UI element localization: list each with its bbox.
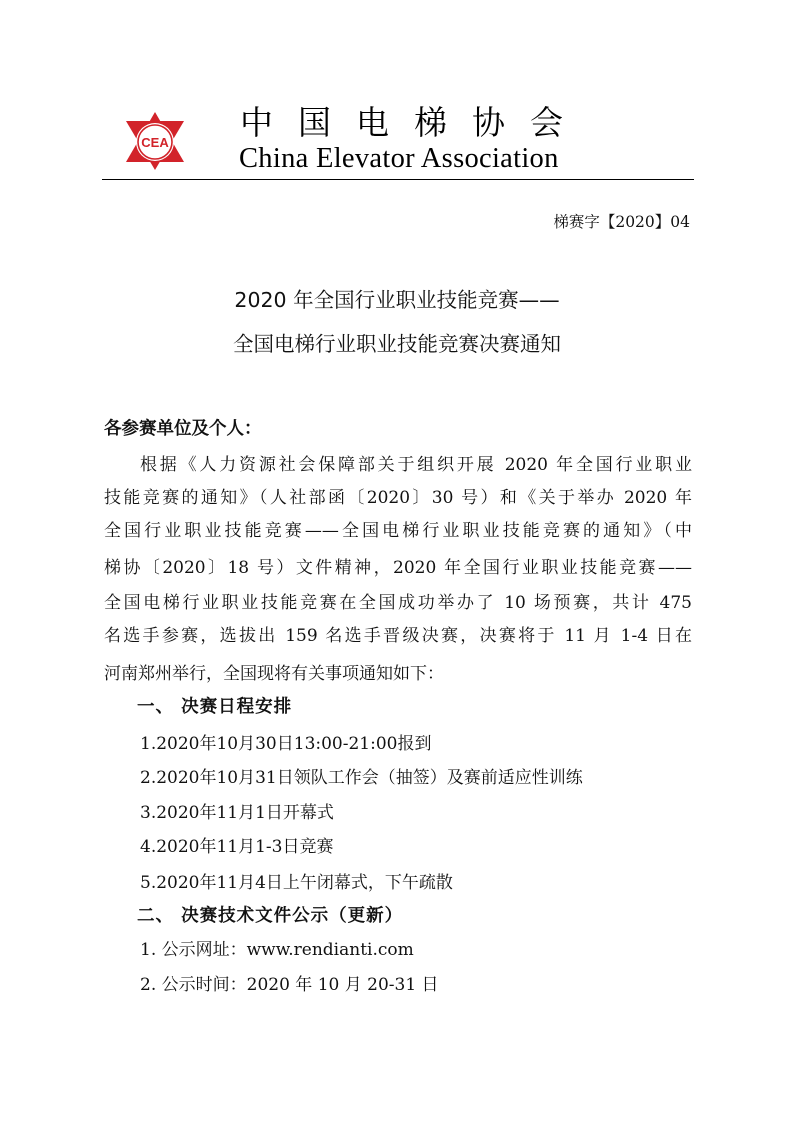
- section-heading-schedule: 一、 决赛日程安排: [137, 697, 293, 717]
- schedule-item: 4.2020年11月1-3日竞赛: [140, 837, 334, 857]
- schedule-item: 1.2020年10月30日13:00-21:00报到: [140, 734, 432, 754]
- schedule-item: 3.2020年11月1日开幕式: [140, 803, 334, 823]
- schedule-item: 2.2020年10月31日领队工作会（抽签）及赛前适应性训练: [140, 768, 583, 788]
- header-divider: [102, 179, 694, 180]
- document-number: 梯赛字【2020】04: [553, 213, 690, 231]
- logo-text: CEA: [141, 135, 169, 150]
- title-line-2: 全国电梯行业职业技能竞赛决赛通知: [233, 332, 561, 356]
- paragraph-line: 根据《人力资源社会保障部关于组织开展 2020 年全国行业职业: [140, 455, 692, 475]
- schedule-item: 5.2020年11月4日上午闭幕式，下午疏散: [140, 873, 453, 893]
- paragraph-line: 名选手参赛，选拔出 159 名选手晋级决赛，决赛将于 11 月 1-4 日在: [104, 626, 692, 646]
- paragraph-line: 全国行业职业技能竞赛——全国电梯行业职业技能竞赛的通知》（中: [104, 521, 692, 541]
- org-name-cn: 中国电梯协会: [240, 103, 588, 142]
- paragraph-line: 技能竞赛的通知》（人社部函〔2020〕30 号）和《关于举办 2020 年: [104, 488, 692, 508]
- tech-docs-item: 2. 公示时间：2020 年 10 月 20-31 日: [140, 975, 439, 995]
- salutation: 各参赛单位及个人：: [104, 419, 262, 439]
- paragraph-line: 河南郑州举行，全国现将有关事项通知如下：: [104, 664, 444, 684]
- paragraph-line: 梯协〔2020〕18 号）文件精神，2020 年全国行业职业技能竞赛——: [104, 558, 692, 578]
- title-line-1: 2020 年全国行业职业技能竞赛——: [234, 288, 560, 312]
- tech-docs-item: 1. 公示网址：www.rendianti.com: [140, 940, 414, 960]
- section-heading-tech-docs: 二、 决赛技术文件公示（更新）: [137, 906, 404, 926]
- paragraph-line: 全国电梯行业职业技能竞赛在全国成功举办了 10 场预赛，共计 475: [104, 593, 692, 613]
- org-name-en: China Elevator Association: [239, 143, 559, 174]
- cea-logo: [122, 108, 188, 174]
